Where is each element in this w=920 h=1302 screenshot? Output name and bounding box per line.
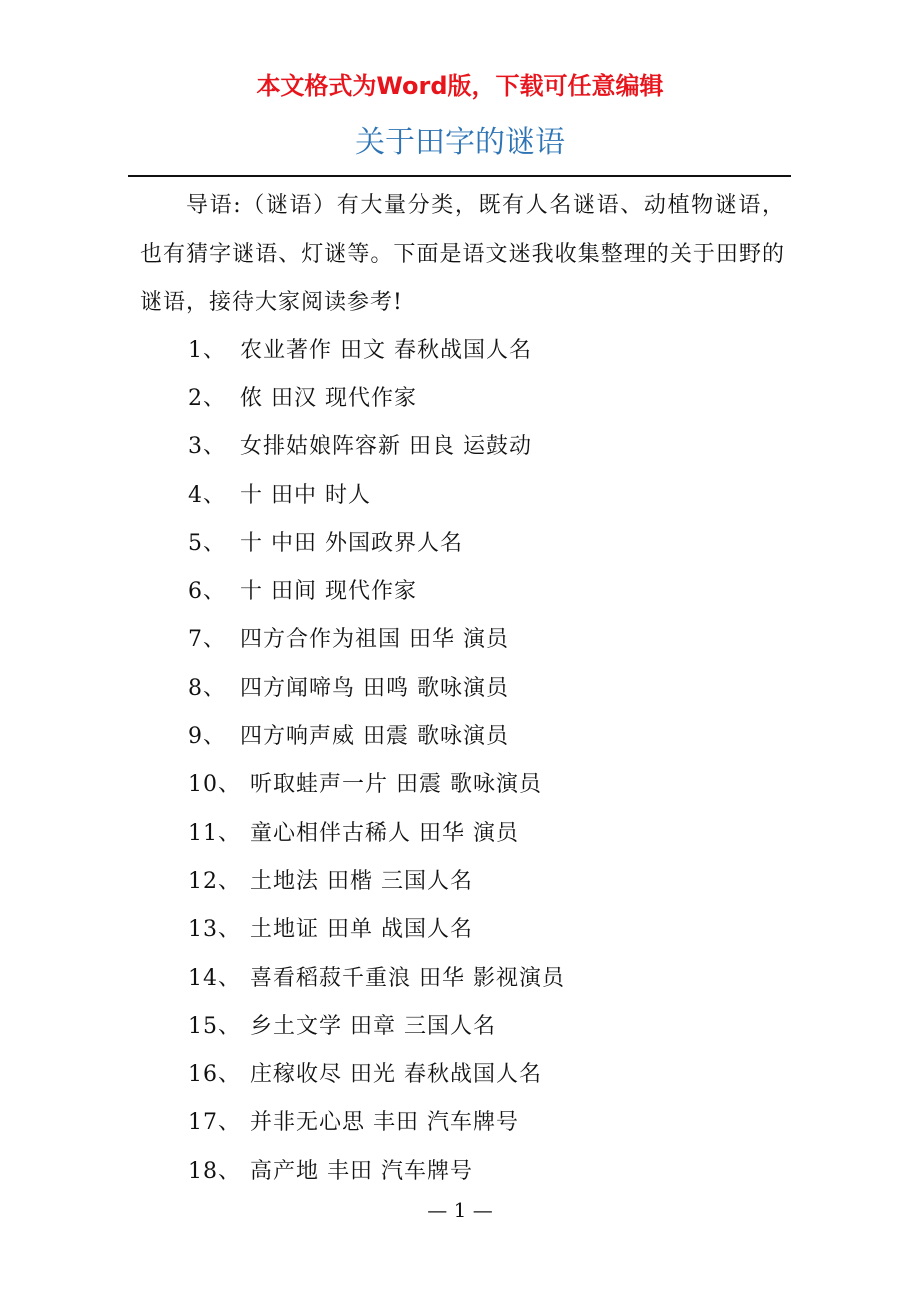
riddle-item	[188, 807, 788, 855]
download-banner: 本文格式为Word版，下载可任意编辑	[256, 72, 664, 100]
riddle-number: 11、	[188, 820, 241, 846]
riddle-item	[188, 1000, 788, 1048]
riddle-number: 18、	[188, 1158, 241, 1184]
riddle-text: 土地法 田楷 三国人名	[250, 868, 473, 894]
riddle-text: 侬 田汉 现代作家	[240, 385, 417, 411]
riddle-text: 四方闻啼鸟 田鸣 歌咏演员	[240, 675, 509, 701]
riddle-number: 6、	[188, 579, 226, 605]
riddle-text: 十 田中 时人	[240, 482, 371, 508]
riddle-text: 喜看稻菽千重浪 田华 影视演员	[250, 965, 565, 991]
riddle-item	[188, 565, 788, 613]
riddle-item	[188, 517, 788, 565]
riddle-number: 15、	[188, 1013, 241, 1039]
riddle-text: 土地证 田单 战国人名	[250, 917, 473, 943]
riddle-text: 乡土文学 田章 三国人名	[250, 1013, 496, 1039]
riddle-item	[188, 614, 788, 662]
title-underline	[128, 175, 791, 177]
riddle-text: 四方合作为祖国 田华 演员	[240, 627, 509, 653]
riddle-item	[188, 372, 788, 420]
riddle-item	[188, 952, 788, 1000]
riddle-number: 10、	[188, 772, 241, 798]
riddle-item	[188, 662, 788, 710]
intro-paragraph: 导语:（谜语）有大量分类，既有人名谜语、动植物谜语，也有猜字谜语、灯谜等。下面是语文迷我收集整理的关于田野的谜语，接待大家阅读参考!	[140, 193, 785, 315]
riddle-number: 4、	[188, 482, 226, 508]
riddle-item	[188, 1145, 788, 1193]
riddle-number: 1、	[188, 337, 226, 363]
riddle-text: 并非无心思 丰田 汽车牌号	[250, 1110, 519, 1136]
riddle-text: 童心相伴古稀人 田华 演员	[250, 820, 519, 846]
riddle-item	[188, 1048, 788, 1096]
riddle-number: 9、	[188, 724, 226, 750]
riddle-item	[188, 855, 788, 903]
riddle-item	[188, 469, 788, 517]
riddle-item	[188, 421, 788, 469]
riddle-text: 女排姑娘阵容新 田良 运鼓动	[240, 434, 532, 460]
riddle-list	[188, 324, 788, 1193]
riddle-number: 13、	[188, 917, 241, 943]
page-number: — 1 —	[427, 1198, 493, 1222]
riddle-item	[188, 759, 788, 807]
riddle-item	[188, 904, 788, 952]
riddle-number: 17、	[188, 1110, 241, 1136]
riddle-number: 12、	[188, 868, 241, 894]
riddle-number: 7、	[188, 627, 226, 653]
riddle-number: 3、	[188, 434, 226, 460]
document-title: 关于田字的谜语	[355, 125, 565, 160]
riddle-number: 8、	[188, 675, 226, 701]
riddle-text: 听取蛙声一片 田震 歌咏演员	[250, 772, 542, 798]
riddle-item	[188, 324, 788, 372]
riddle-number: 14、	[188, 965, 241, 991]
riddle-number: 16、	[188, 1062, 241, 1088]
riddle-number: 2、	[188, 385, 226, 411]
riddle-text: 四方响声威 田震 歌咏演员	[240, 724, 509, 750]
riddle-item	[188, 710, 788, 758]
riddle-text: 十 中田 外国政界人名	[240, 530, 463, 556]
riddle-text: 农业著作 田文 春秋战国人名	[240, 337, 532, 363]
riddle-text: 高产地 丰田 汽车牌号	[250, 1158, 473, 1184]
riddle-text: 庄稼收尽 田光 春秋战国人名	[250, 1062, 542, 1088]
riddle-item	[188, 1097, 788, 1145]
riddle-number: 5、	[188, 530, 226, 556]
riddle-text: 十 田间 现代作家	[240, 579, 417, 605]
